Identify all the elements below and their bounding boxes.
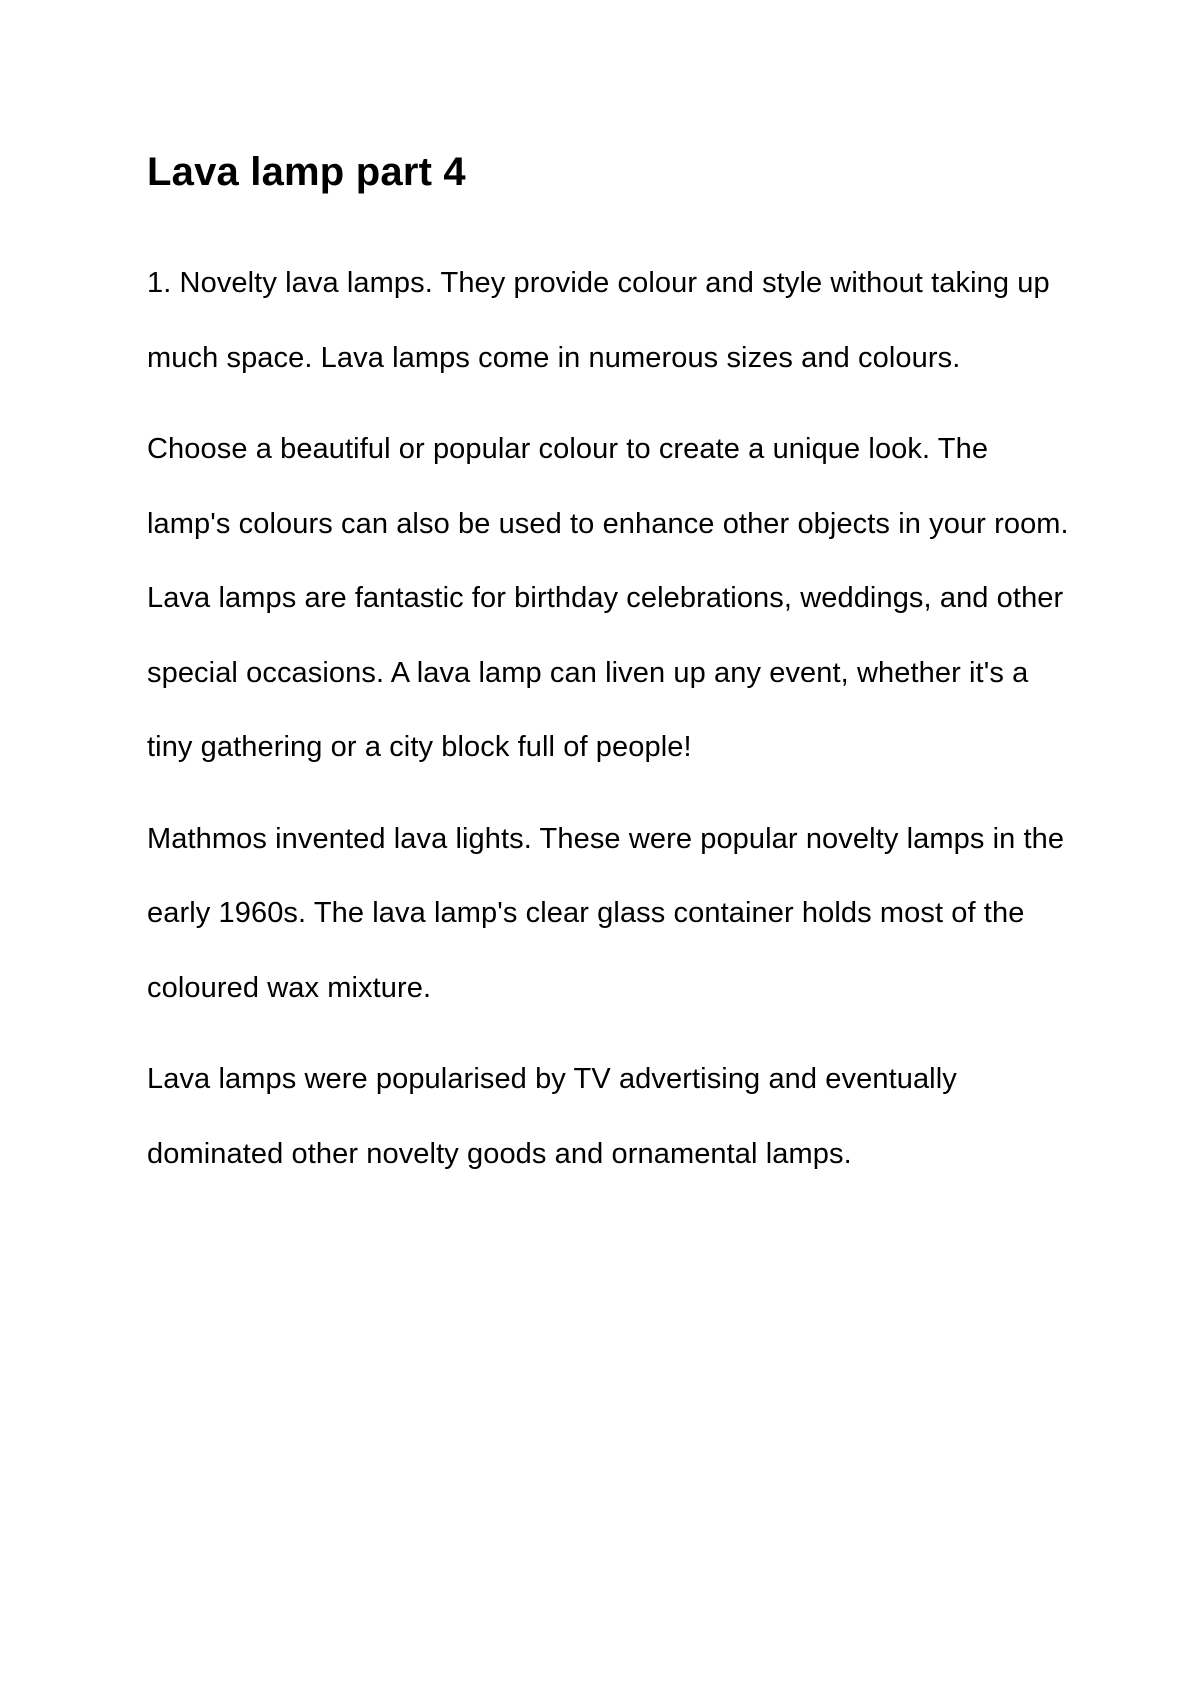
document-content: [147, 148, 1077, 1208]
paragraph-mathmos-history: Mathmos invented lava lights. These were popular novelty lamps in the early 1960s. The lava lamp's clear glass container holds most of the coloured wax mixture.: [147, 822, 1065, 1004]
paragraph-novelty-lava-lamps: 1. Novelty lava lamps. They provide colour and style without taking up much space. Lava lamps come in numerous sizes and colours.: [147, 267, 1050, 374]
document-body: [147, 246, 1077, 1191]
document-title: Lava lamp part 4: [147, 150, 466, 194]
paragraph-choose-colour: Choose a beautiful or popular colour to create a unique look. The lamp's colours can also be used to enhance other objects in your room. Lava lamps are fantastic for birthday celebrations, weddings, and other special occasions. A lava lamp can liven up any event, whether it's a tiny gathering or a city block full of people!: [147, 433, 1069, 763]
paragraph-tv-advertising: Lava lamps were popularised by TV advertising and eventually dominated other novelty goods and ornamental lamps.: [147, 1063, 957, 1170]
